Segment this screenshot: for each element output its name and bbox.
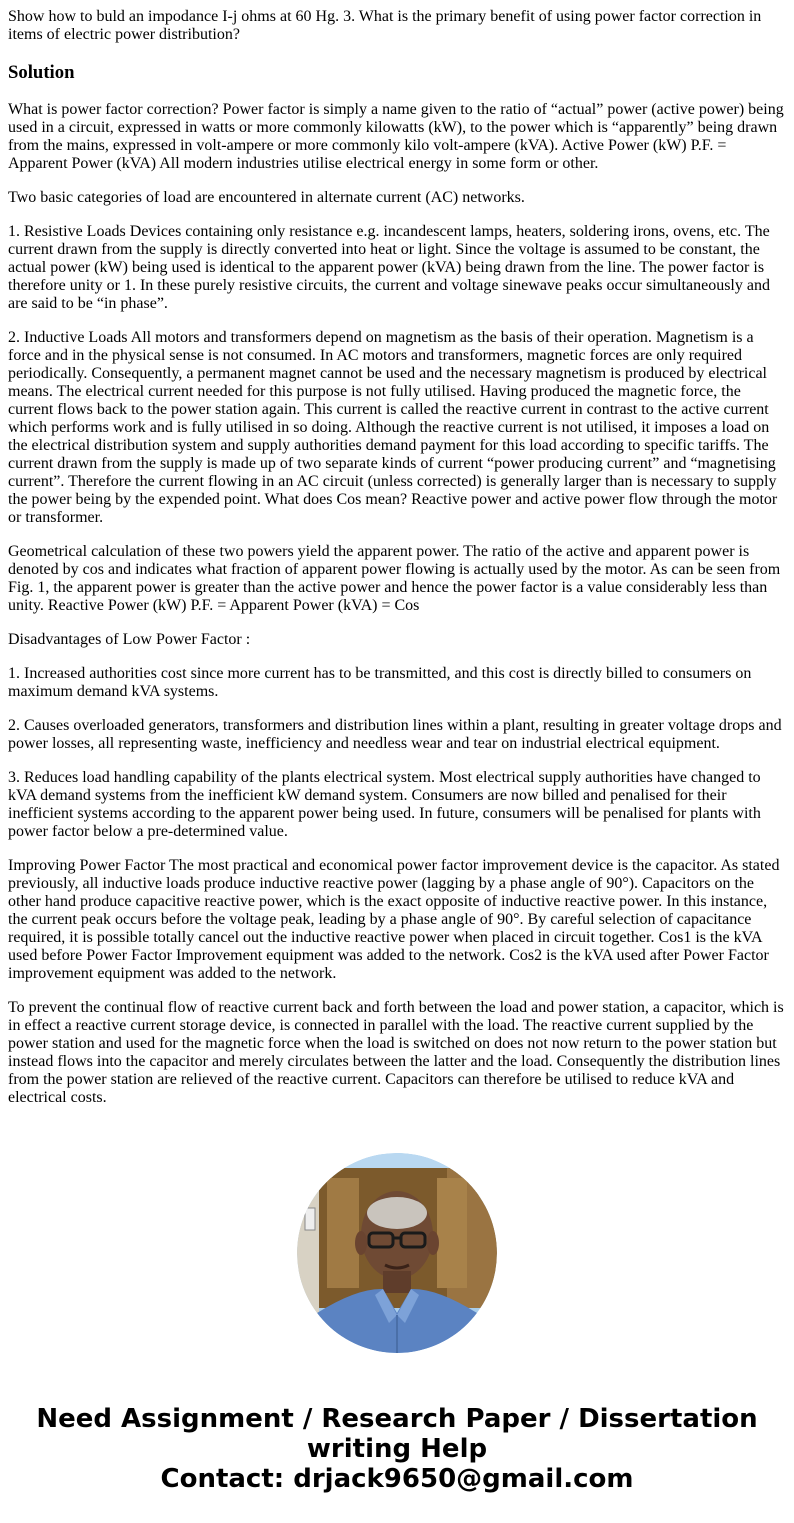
- paragraph-geometrical-calculation: Geometrical calculation of these two powers yield the apparent power. The ratio of the active and apparent power is denoted by cos and indicates what fraction of apparent power flowing is actually used by the motor. As can be seen from Fig. 1, the apparent power is greater than the active power and hence the power factor is a value considerably less than unity. Reactive Power (kW) P.F. = Apparent Power (kVA) = Cos: [8, 543, 781, 614]
- paragraph-improving-power-factor: Improving Power Factor The most practical and economical power factor improvement device is the capacitor. As stated previously, all inductive loads produce inductive reactive power (lagging by a phase angle of 90°). Capacitors on the other hand produce capacitive reactive power, which is the exact opposite of inductive reactive power. In this instance, the current peak occurs before the voltage peak, leading by a phase angle of 90°. By careful selection of capacitance required, it is possible totally cancel out the inductive reactive power when placed in circuit together. Cos1 is the kVA used before Power Factor Improvement equipment was added to the network. Cos2 is the kVA used after Power Factor improvement equipment was added to the network.: [8, 857, 780, 982]
- question-text: Show how to buld an impodance I-j ohms at 60 Hg. 3. What is the primary benefit of using power factor correction in items of electric power distribution?: [8, 8, 762, 43]
- cta-line-2: writing Help: [306, 1434, 488, 1464]
- paragraph-disadvantage-2: 2. Causes overloaded generators, transformers and distribution lines within a plant, resulting in greater voltage drops and power losses, all representing waste, inefficiency and needless wear and tear on industrial electrical equipment.: [8, 717, 782, 752]
- solution-heading: Solution: [8, 62, 75, 83]
- cta-contact-email[interactable]: Contact: drjack9650@gmail.com: [160, 1464, 634, 1494]
- paragraph-capacitor-parallel: To prevent the continual flow of reactive current back and forth between the load and power station, a capacitor, which is in effect a reactive current storage device, is connected in parallel with the load. The reactive current supplied by the power station and used for the magnetic force when the load is switched on does not now return to the power station but instead flows into the capacitor and merely circulates between the latter and the load. Consequently the distribution lines from the power station are relieved of the reactive current. Capacitors can therefore be utilised to reduce kVA and electrical costs.: [8, 999, 784, 1106]
- paragraph-disadvantage-3: 3. Reduces load handling capability of the plants electrical system. Most electrical supply authorities have changed to kVA demand systems from the inefficient kW demand system. Consumers are now billed and penalised for their inefficient systems according to the apparent power being used. In future, consumers will be penalised for plants with power factor below a pre-determined value.: [8, 769, 761, 840]
- paragraph-disadvantage-1: 1. Increased authorities cost since more current has to be transmitted, and this cost is directly billed to consumers on maximum demand kVA systems.: [8, 665, 752, 700]
- paragraph-resistive-loads: 1. Resistive Loads Devices containing only resistance e.g. incandescent lamps, heaters, soldering irons, ovens, etc. The current drawn from the supply is directly converted into heat or light. Since the voltage is assumed to be constant, the actual power (kW) being used is identical to the apparent power (kVA) being drawn from the line. The power factor is therefore unity or 1. In these purely resistive circuits, the current and voltage sinewave peaks occur simultaneously and are said to be “in phase”.: [8, 223, 770, 312]
- author-avatar: [297, 1153, 497, 1353]
- paragraph-disadvantages-heading: Disadvantages of Low Power Factor :: [8, 631, 251, 648]
- paragraph-intro: What is power factor correction? Power factor is simply a name given to the ratio of “actual” power (active power) being used in a circuit, expressed in watts or more commonly kilowatts (kW), to the power which is “apparently” being drawn from the mains, expressed in volt-ampere or more commonly kilo volt-ampere (kVA). Active Power (kW) P.F. = Apparent Power (kVA) All modern industries utilise electrical energy in some form or other.: [8, 101, 784, 172]
- paragraph-load-categories: Two basic categories of load are encountered in alternate current (AC) networks.: [8, 189, 525, 206]
- paragraph-inductive-loads: 2. Inductive Loads All motors and transformers depend on magnetism as the basis of their operation. Magnetism is a force and in the physical sense is not consumed. In AC motors and transformers, magnetic forces are only required periodically. Consequently, a permanent magnet cannot be used and the necessary magnetism is produced by electrical means. The electrical current needed for this purpose is not fully utilised. Having produced the magnetic force, the current flows back to the power station again. This current is called the reactive current in contrast to the active current which performs work and is fully utilised in so doing. Although the reactive current is not utilised, it imposes a load on the electrical distribution system and supply authorities demand payment for this load according to specific tariffs. The current drawn from the supply is made up of two separate kinds of current “power producing current” and “magnetising current”. Therefore the current flowing in an AC circuit (unless corrected) is generally larger than is necessary to supply the power being by the expended point. What does Cos mean? Reactive power and active power flow through the motor or transformer.: [8, 329, 778, 526]
- cta-line-1: Need Assignment / Research Paper / Dissertation: [36, 1404, 758, 1434]
- author-portrait-image: [297, 1153, 497, 1353]
- contact-banner: [0, 1404, 794, 1494]
